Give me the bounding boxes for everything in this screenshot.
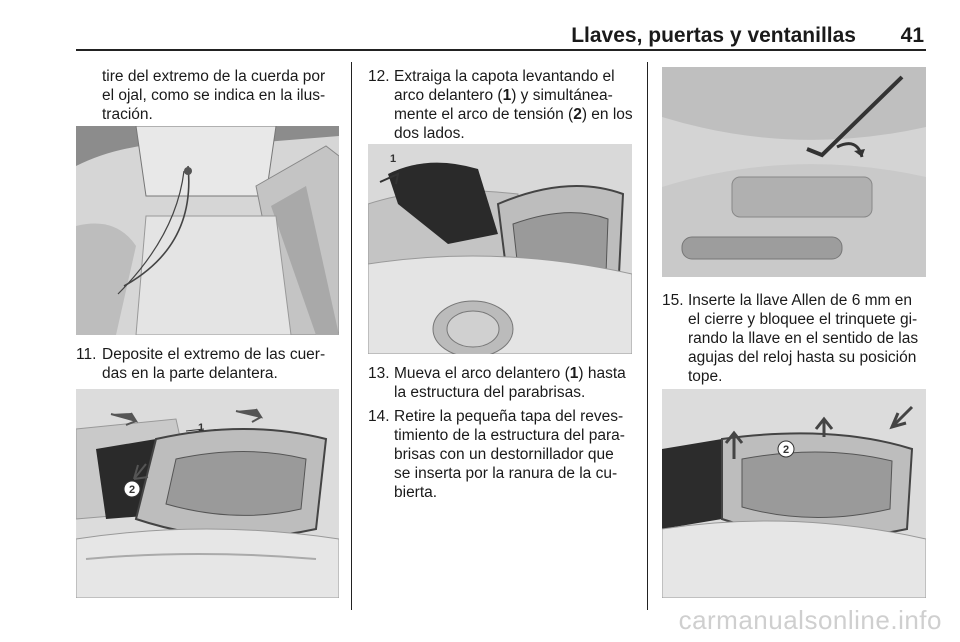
callout-ref: 1 <box>502 87 512 104</box>
text-segment: ) hasta la estructura del parabrisas. <box>394 365 626 401</box>
step-14 <box>368 407 634 502</box>
text-segment: Mueva el arco delantero ( <box>394 365 570 382</box>
step-number: 15. <box>662 292 684 309</box>
illustration-cord-through-eyelet <box>76 126 339 335</box>
callout-2: 2 <box>782 444 790 456</box>
column-divider <box>351 62 352 610</box>
step-text <box>368 67 634 143</box>
step-text <box>368 364 634 402</box>
step-number: 14. <box>368 408 390 425</box>
watermark: carmanualsonline.info <box>678 605 942 635</box>
text-segment: ) en los dos lados. <box>394 106 633 142</box>
illustration-allen-key <box>662 67 926 277</box>
text-segment: Extraiga la capota levantando el arco delantero ( <box>394 68 615 104</box>
step-number: 11. <box>76 346 97 363</box>
step-15 <box>662 291 928 386</box>
callout-1: 1 <box>390 153 397 165</box>
step-text: Retire la pequeña tapa del reves-timiento de la estructura del para-brisas con un destornillador que se inserta por la ranura de la cu-bierta. <box>394 408 625 501</box>
step-12 <box>368 67 634 143</box>
text-segment: ) y simultánea-mente el arco de tensión ( <box>394 87 613 123</box>
callout-1: 1 <box>198 422 205 434</box>
callout-ref: 1 <box>569 365 579 382</box>
column-divider <box>647 62 648 610</box>
callout-2: 2 <box>128 484 136 496</box>
step-text: Inserte la llave Allen de 6 mm en el cierre y bloquee el trinquete gi-rando la llave en el sentido de las agujas del reloj hasta su posición tope. <box>688 292 919 385</box>
illustration-cords-front <box>76 389 339 598</box>
page-number: 41 <box>900 24 924 47</box>
step-number: 13. <box>368 365 390 382</box>
step-text: Deposite el extremo de las cuer-das en la parte delantera. <box>102 346 326 382</box>
page-header-title: Llaves, puertas y ventanillas <box>571 24 856 47</box>
callout-ref: 2 <box>573 106 582 123</box>
intro-paragraph <box>102 67 340 124</box>
step-13 <box>368 364 634 402</box>
header-rule <box>76 49 926 51</box>
step-11 <box>76 345 340 383</box>
step-number: 12. <box>368 68 390 85</box>
illustration-remove-top <box>368 144 632 354</box>
illustration-lift-top <box>662 389 926 598</box>
intro-text: tire del extremo de la cuerda por el ojal, como se indica en la ilus-tración. <box>102 68 326 123</box>
